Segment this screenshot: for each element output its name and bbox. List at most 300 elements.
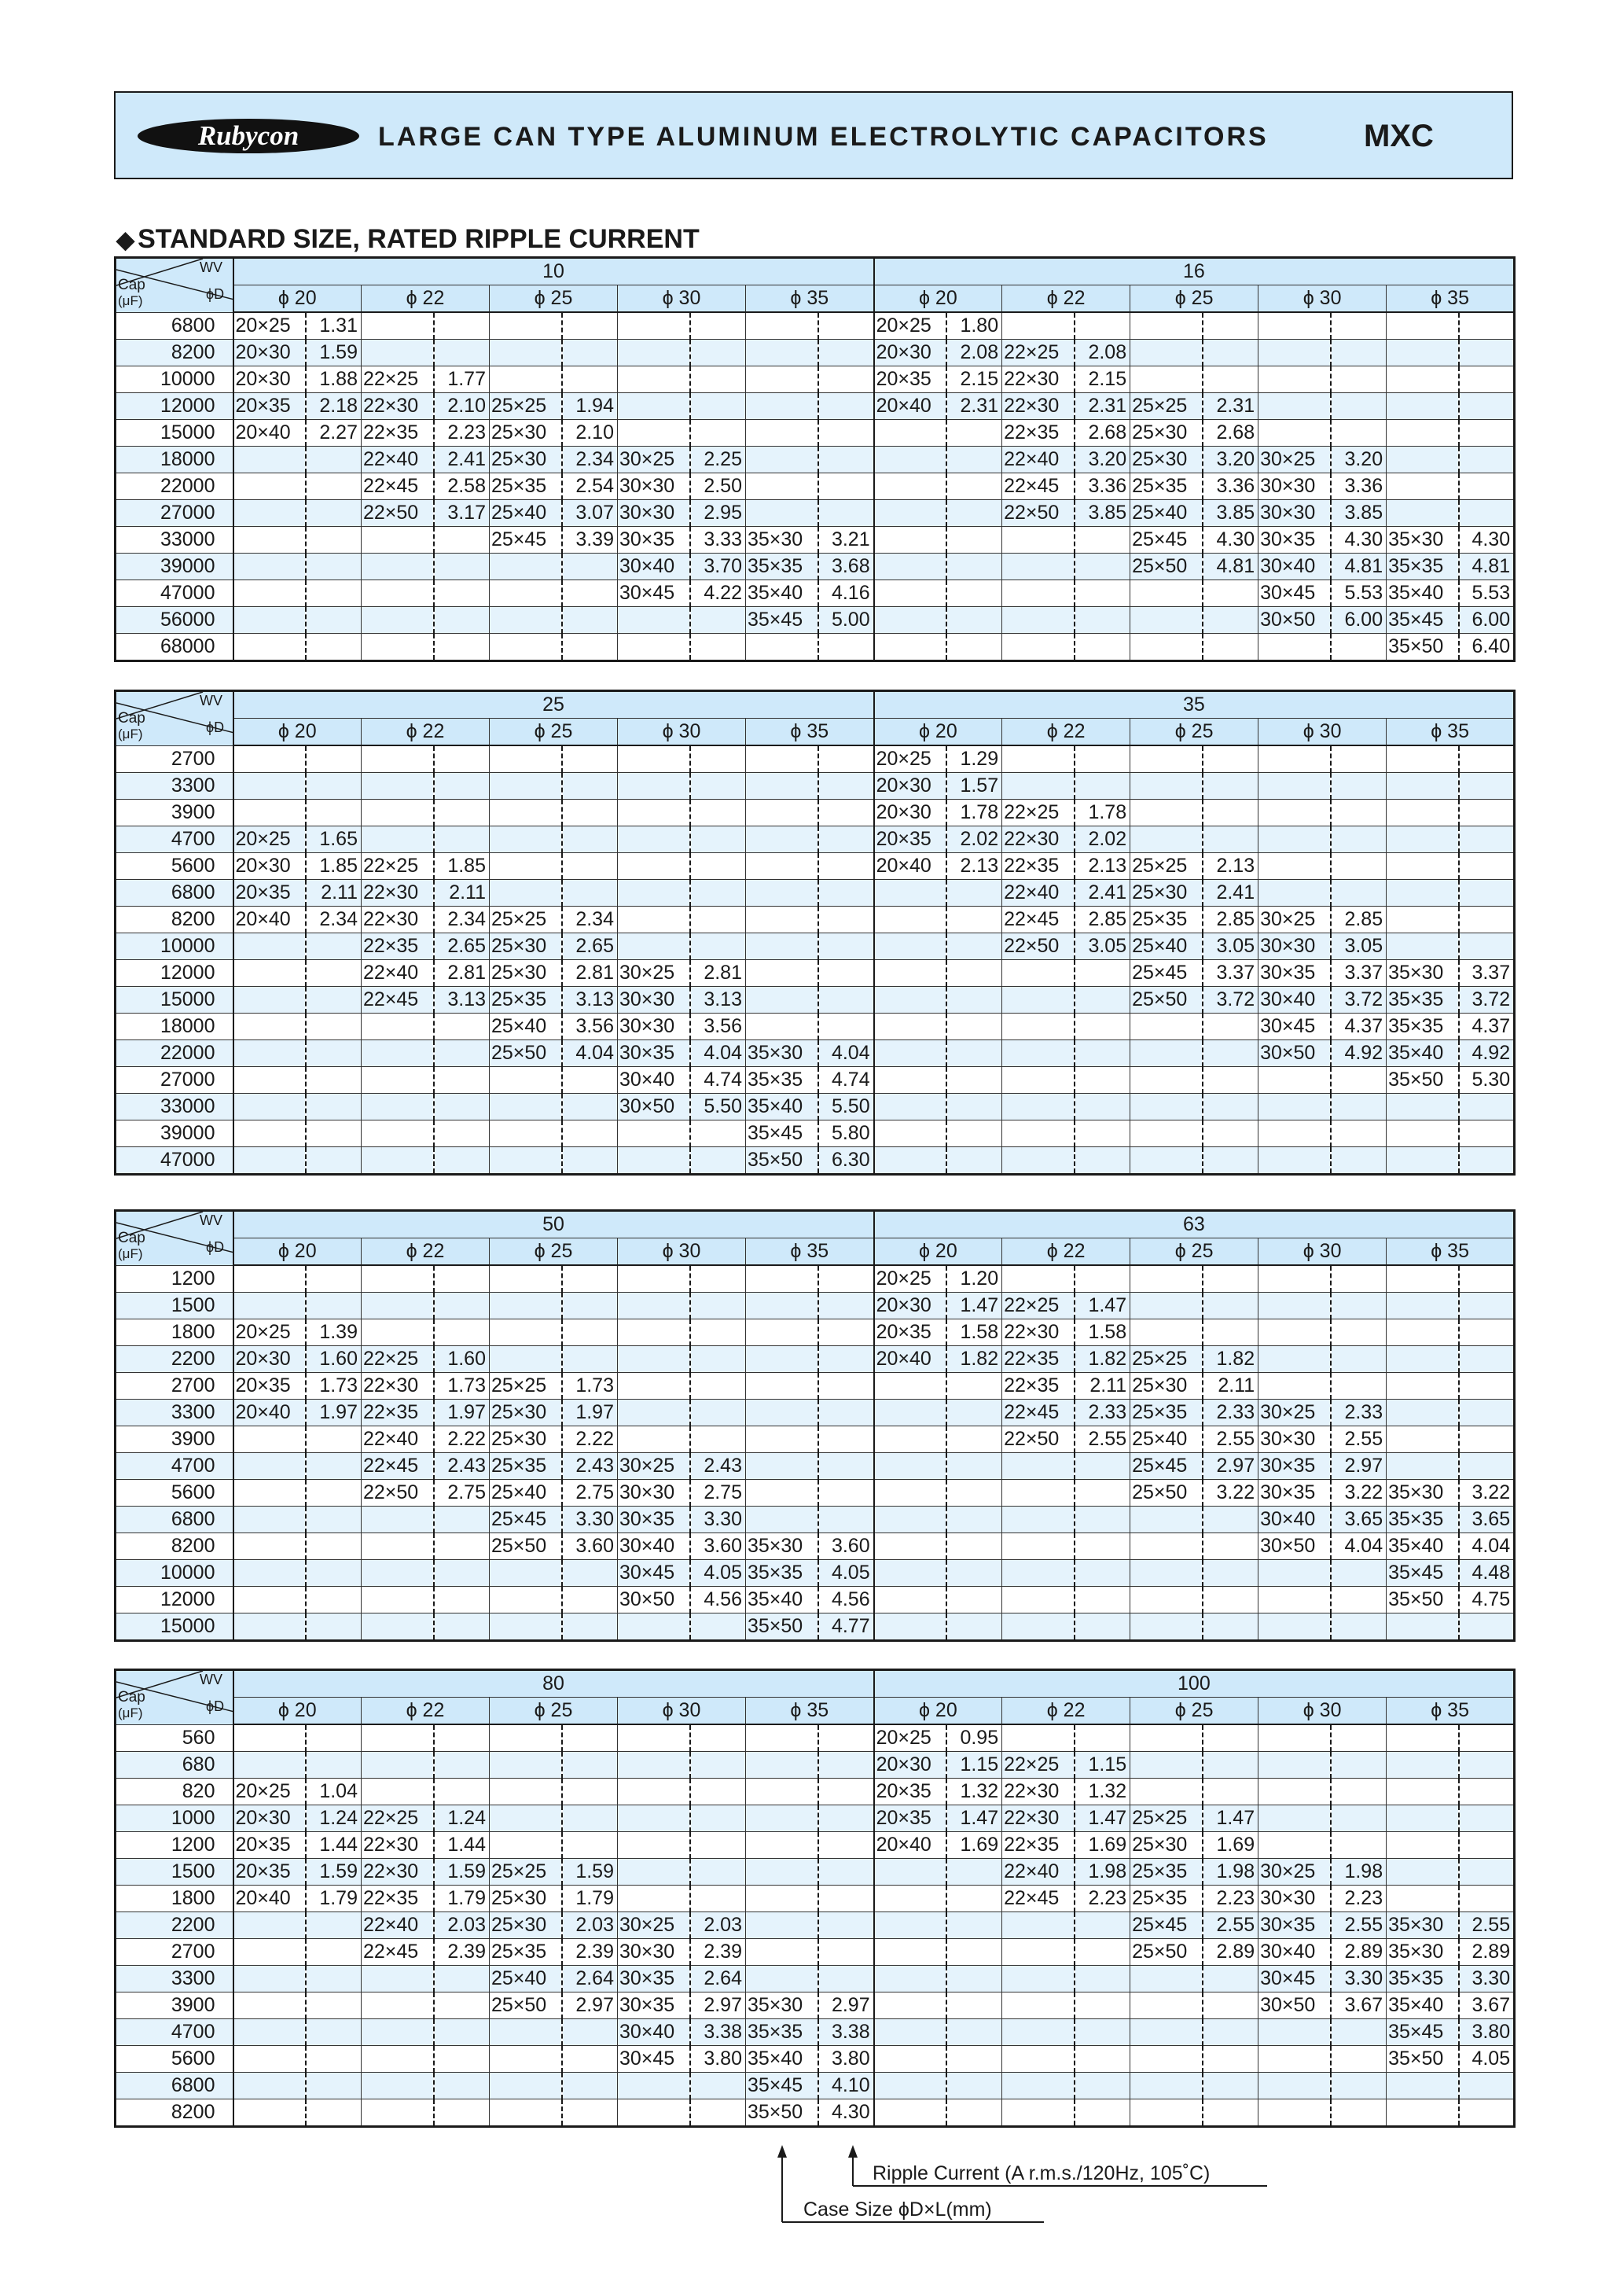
case-size: 30×25 (1258, 447, 1331, 473)
case-size: 35×40 (746, 1094, 818, 1120)
ripple-current: 1.73 (562, 1373, 618, 1400)
case-size: 22×30 (362, 880, 434, 907)
ripple-current: 4.37 (1331, 1014, 1387, 1040)
ripple-current: 2.23 (434, 420, 490, 447)
ripple-current: 2.11 (1075, 1373, 1130, 1400)
ripple-current: 1.79 (562, 1886, 618, 1912)
legend-case-size: Case Size ϕD×L(mm) (803, 2198, 992, 2221)
case-size: 22×25 (362, 853, 434, 880)
corner-cap-label: Cap (118, 1689, 145, 1705)
ripple-current: 4.92 (1331, 1040, 1387, 1067)
case-size: 35×45 (746, 1120, 818, 1147)
case-size: 22×35 (1002, 420, 1075, 447)
diameter-label: ϕ 25 (490, 285, 618, 313)
ripple-current: 2.64 (562, 1966, 618, 1992)
diameter-label: ϕ 35 (1387, 285, 1515, 313)
ripple-current: 1.69 (1203, 1832, 1258, 1859)
ripple-current: 1.32 (1075, 1779, 1130, 1805)
ripple-current: 3.13 (434, 987, 490, 1014)
ripple-current: 2.55 (1203, 1912, 1258, 1939)
case-size: 20×35 (233, 880, 306, 907)
ripple-current: 3.22 (1331, 1480, 1387, 1507)
case-size: 30×25 (618, 960, 690, 987)
ripple-current: 1.60 (306, 1346, 362, 1373)
case-size: 22×30 (1002, 826, 1075, 853)
case-size: 30×35 (1258, 1912, 1331, 1939)
case-size: 25×35 (1130, 1400, 1203, 1426)
case-size: 22×40 (362, 960, 434, 987)
case-size: 35×40 (1387, 1992, 1459, 2019)
case-size: 25×45 (1130, 1453, 1203, 1480)
diameter-label: ϕ 25 (490, 1698, 618, 1725)
capacitance-value: 8200 (116, 1533, 233, 1560)
case-size: 22×35 (362, 1886, 434, 1912)
case-size: 30×45 (1258, 1014, 1331, 1040)
case-size: 25×30 (1130, 420, 1203, 447)
ripple-current: 2.81 (562, 960, 618, 987)
ripple-current: 1.98 (1331, 1859, 1387, 1886)
ripple-current: 4.81 (1203, 554, 1258, 580)
case-size: 25×25 (1130, 853, 1203, 880)
capacitance-value: 18000 (116, 447, 233, 473)
ripple-current: 2.65 (562, 933, 618, 960)
ripple-current: 3.05 (1203, 933, 1258, 960)
ripple-current: 1.32 (946, 1779, 1002, 1805)
ripple-current: 3.30 (562, 1507, 618, 1533)
case-size: 30×30 (1258, 473, 1331, 500)
ripple-current: 3.70 (690, 554, 746, 580)
case-size: 20×25 (874, 1265, 946, 1293)
case-size: 35×40 (1387, 580, 1459, 607)
ripple-current: 1.59 (306, 340, 362, 366)
case-size: 30×25 (1258, 1859, 1331, 1886)
case-size: 35×35 (746, 1560, 818, 1587)
ripple-current: 2.23 (1331, 1886, 1387, 1912)
diameter-label: ϕ 35 (1387, 719, 1515, 746)
ripple-current: 1.82 (1203, 1346, 1258, 1373)
ripple-current: 4.04 (1459, 1533, 1515, 1560)
ripple-current: 1.69 (1075, 1832, 1130, 1859)
ripple-current: 2.08 (1075, 340, 1130, 366)
diameter-label: ϕ 22 (1002, 1238, 1130, 1266)
ripple-current: 1.98 (1203, 1859, 1258, 1886)
ripple-current: 3.05 (1331, 933, 1387, 960)
case-size: 25×50 (1130, 1939, 1203, 1966)
capacitance-value: 2200 (116, 1912, 233, 1939)
ripple-current: 4.04 (818, 1040, 874, 1067)
capacitance-value: 15000 (116, 987, 233, 1014)
ripple-current: 2.31 (1075, 393, 1130, 420)
case-size: 30×50 (1258, 1992, 1331, 2019)
capacitance-value: 68000 (116, 634, 233, 661)
case-size: 22×45 (362, 987, 434, 1014)
ripple-current: 4.37 (1459, 1014, 1515, 1040)
case-size: 20×35 (874, 1319, 946, 1346)
ripple-current: 2.55 (1075, 1426, 1130, 1453)
case-size: 22×35 (362, 420, 434, 447)
case-size: 30×45 (618, 1560, 690, 1587)
ripple-current: 4.22 (690, 580, 746, 607)
case-size: 30×45 (618, 580, 690, 607)
ripple-current: 2.13 (1075, 853, 1130, 880)
capacitance-value: 1800 (116, 1319, 233, 1346)
capacitance-value: 3900 (116, 800, 233, 826)
case-size: 35×35 (1387, 987, 1459, 1014)
ripple-current: 2.75 (562, 1480, 618, 1507)
ripple-current: 2.41 (1075, 880, 1130, 907)
ripple-current: 4.16 (818, 580, 874, 607)
ripple-current: 3.30 (1331, 1966, 1387, 1992)
case-size: 25×40 (490, 1966, 562, 1992)
case-size: 30×35 (1258, 1453, 1331, 1480)
case-size: 20×40 (233, 1886, 306, 1912)
diameter-label: ϕ 25 (1130, 719, 1258, 746)
capacitance-value: 6800 (116, 1507, 233, 1533)
case-size: 22×30 (1002, 1779, 1075, 1805)
ripple-current: 5.53 (1459, 580, 1515, 607)
ripple-current: 2.75 (434, 1480, 490, 1507)
diameter-label: ϕ 20 (874, 285, 1002, 313)
ripple-current: 2.55 (1331, 1912, 1387, 1939)
capacitance-value: 39000 (116, 554, 233, 580)
ripple-current: 1.59 (306, 1859, 362, 1886)
ripple-current: 2.02 (1075, 826, 1130, 853)
capacitance-value: 8200 (116, 2099, 233, 2127)
capacitance-value: 1200 (116, 1265, 233, 1293)
capacitance-value: 3300 (116, 1400, 233, 1426)
ripple-current: 1.58 (946, 1319, 1002, 1346)
ripple-current: 2.97 (1203, 1453, 1258, 1480)
ripple-current: 3.13 (690, 987, 746, 1014)
case-size: 25×50 (1130, 554, 1203, 580)
ripple-current: 4.30 (1459, 527, 1515, 554)
ripple-current: 4.30 (1203, 527, 1258, 554)
diameter-label: ϕ 20 (233, 1698, 362, 1725)
case-size: 35×50 (746, 1147, 818, 1175)
ripple-current: 4.74 (818, 1067, 874, 1094)
ripple-current: 3.67 (1459, 1992, 1515, 2019)
case-size: 35×50 (1387, 634, 1459, 661)
ripple-current: 3.37 (1203, 960, 1258, 987)
case-size: 35×40 (746, 2046, 818, 2073)
ripple-current: 1.97 (434, 1400, 490, 1426)
case-size: 35×50 (746, 2099, 818, 2127)
ripple-current: 1.78 (1075, 800, 1130, 826)
case-size: 22×25 (362, 1346, 434, 1373)
case-size: 22×30 (362, 907, 434, 933)
ripple-current: 2.10 (562, 420, 618, 447)
ripple-current: 3.85 (1075, 500, 1130, 527)
case-size: 22×45 (1002, 473, 1075, 500)
case-size: 20×40 (874, 393, 946, 420)
capacitance-value: 5600 (116, 1480, 233, 1507)
ripple-current: 1.15 (946, 1752, 1002, 1779)
ripple-current: 2.31 (1203, 393, 1258, 420)
case-size: 20×40 (874, 1832, 946, 1859)
capacitance-value: 4700 (116, 2019, 233, 2046)
diameter-label: ϕ 30 (1258, 285, 1387, 313)
corner-wv-label: WV (200, 259, 222, 275)
capacitance-value: 2200 (116, 1346, 233, 1373)
case-size: 30×35 (1258, 527, 1331, 554)
diameter-label: ϕ 30 (1258, 1238, 1387, 1266)
ripple-current: 1.79 (306, 1886, 362, 1912)
ripple-current: 2.68 (1075, 420, 1130, 447)
ripple-current: 2.75 (690, 1480, 746, 1507)
diameter-label: ϕ 22 (1002, 285, 1130, 313)
case-size: 30×40 (1258, 554, 1331, 580)
ripple-current: 1.79 (434, 1886, 490, 1912)
corner-cap-label: Cap (118, 277, 145, 293)
case-size: 25×30 (1130, 1373, 1203, 1400)
ripple-current: 3.38 (690, 2019, 746, 2046)
ripple-current: 2.13 (946, 853, 1002, 880)
ripple-current: 3.80 (1459, 2019, 1515, 2046)
ripple-current: 5.30 (1459, 1067, 1515, 1094)
diameter-label: ϕ 20 (233, 1238, 362, 1266)
ripple-current: 3.13 (562, 987, 618, 1014)
case-size: 30×30 (1258, 1426, 1331, 1453)
case-size: 20×35 (874, 1805, 946, 1832)
ripple-current: 1.78 (946, 800, 1002, 826)
ripple-current: 2.85 (1331, 907, 1387, 933)
diameter-label: ϕ 22 (362, 1698, 490, 1725)
case-size: 30×30 (1258, 933, 1331, 960)
case-size: 20×30 (874, 773, 946, 800)
ripple-current: 2.34 (306, 907, 362, 933)
capacitance-value: 1000 (116, 1805, 233, 1832)
ripple-current: 3.21 (818, 527, 874, 554)
ripple-current: 2.54 (562, 473, 618, 500)
ripple-current: 2.81 (434, 960, 490, 987)
case-size: 22×45 (1002, 1400, 1075, 1426)
case-size: 35×50 (1387, 1067, 1459, 1094)
diameter-label: ϕ 22 (362, 719, 490, 746)
case-size: 25×35 (490, 1939, 562, 1966)
case-size: 20×30 (233, 340, 306, 366)
case-size: 35×30 (746, 1040, 818, 1067)
ripple-current: 2.89 (1331, 1939, 1387, 1966)
ripple-current: 1.47 (946, 1805, 1002, 1832)
ripple-current: 3.85 (1203, 500, 1258, 527)
ripple-current: 2.02 (946, 826, 1002, 853)
case-size: 25×40 (490, 500, 562, 527)
ripple-current: 2.13 (1203, 853, 1258, 880)
case-size: 20×25 (233, 312, 306, 340)
ripple-current: 2.18 (306, 393, 362, 420)
capacitance-value: 5600 (116, 853, 233, 880)
case-size: 22×50 (362, 1480, 434, 1507)
case-size: 22×25 (1002, 1752, 1075, 1779)
case-size: 20×40 (874, 853, 946, 880)
ripple-current: 2.33 (1331, 1400, 1387, 1426)
case-size: 25×45 (1130, 1912, 1203, 1939)
case-size: 25×50 (490, 1040, 562, 1067)
case-size: 35×45 (746, 2073, 818, 2099)
ripple-current: 2.95 (690, 500, 746, 527)
case-size: 25×50 (490, 1992, 562, 2019)
corner-diameter-label: ϕD (206, 286, 225, 302)
ripple-current: 1.29 (946, 745, 1002, 773)
case-size: 30×30 (1258, 1886, 1331, 1912)
ripple-current: 6.00 (1331, 607, 1387, 634)
case-size: 30×30 (618, 1939, 690, 1966)
case-size: 20×35 (874, 366, 946, 393)
case-size: 30×25 (1258, 907, 1331, 933)
capacitance-value: 560 (116, 1724, 233, 1752)
ripple-current: 2.58 (434, 473, 490, 500)
capacitance-value: 10000 (116, 366, 233, 393)
ripple-current: 1.73 (306, 1373, 362, 1400)
diameter-label: ϕ 35 (746, 1238, 874, 1266)
ripple-current: 5.53 (1331, 580, 1387, 607)
capacitance-value: 6800 (116, 880, 233, 907)
ripple-current: 1.04 (306, 1779, 362, 1805)
ripple-current: 1.59 (434, 1859, 490, 1886)
case-size: 22×40 (362, 1912, 434, 1939)
case-size: 30×40 (618, 1067, 690, 1094)
case-size: 25×50 (490, 1533, 562, 1560)
ripple-current: 2.43 (562, 1453, 618, 1480)
ripple-current: 2.25 (690, 447, 746, 473)
case-size: 22×25 (1002, 800, 1075, 826)
ripple-current: 3.36 (1075, 473, 1130, 500)
capacitance-value: 10000 (116, 933, 233, 960)
capacitance-value: 47000 (116, 580, 233, 607)
ripple-current: 2.23 (1203, 1886, 1258, 1912)
ripple-current: 3.67 (1331, 1992, 1387, 2019)
case-size: 35×40 (1387, 1533, 1459, 1560)
voltage-35v: 35 (874, 691, 1515, 719)
case-size: 20×25 (874, 312, 946, 340)
ripple-current: 3.20 (1203, 447, 1258, 473)
capacitance-value: 4700 (116, 826, 233, 853)
case-size: 20×30 (874, 800, 946, 826)
corner-cap-label: Cap (118, 1230, 145, 1246)
capacitance-value: 2700 (116, 1939, 233, 1966)
capacitance-value: 5600 (116, 2046, 233, 2073)
ripple-current: 2.97 (818, 1992, 874, 2019)
ripple-current: 6.30 (818, 1147, 874, 1175)
case-size: 25×35 (1130, 473, 1203, 500)
ripple-current: 2.39 (690, 1939, 746, 1966)
ripple-current: 2.33 (1075, 1400, 1130, 1426)
case-size: 35×35 (1387, 1014, 1459, 1040)
capacitance-value: 6800 (116, 2073, 233, 2099)
case-size: 30×50 (618, 1094, 690, 1120)
case-size: 22×40 (362, 447, 434, 473)
corner-cap-label: Cap (118, 710, 145, 727)
case-size: 25×25 (490, 907, 562, 933)
ripple-current: 2.03 (690, 1912, 746, 1939)
case-size: 22×45 (1002, 907, 1075, 933)
case-size: 22×30 (1002, 393, 1075, 420)
case-size: 20×25 (233, 826, 306, 853)
corner-diameter-label: ϕD (206, 1239, 225, 1255)
ripple-current: 3.80 (690, 2046, 746, 2073)
diameter-label: ϕ 22 (1002, 719, 1130, 746)
case-size: 25×45 (1130, 527, 1203, 554)
ripple-current: 3.22 (1203, 1480, 1258, 1507)
case-size: 35×40 (1387, 1040, 1459, 1067)
ripple-current: 2.39 (562, 1939, 618, 1966)
ripple-current: 2.10 (434, 393, 490, 420)
case-size: 25×30 (490, 1886, 562, 1912)
case-size: 22×30 (362, 393, 434, 420)
case-size: 22×50 (1002, 933, 1075, 960)
diameter-label: ϕ 30 (1258, 719, 1387, 746)
ripple-current: 3.20 (1075, 447, 1130, 473)
case-size: 22×30 (362, 1373, 434, 1400)
diameter-label: ϕ 22 (362, 1238, 490, 1266)
case-size: 35×35 (1387, 554, 1459, 580)
case-size: 25×30 (490, 447, 562, 473)
ripple-current: 2.68 (1203, 420, 1258, 447)
ripple-current: 2.31 (946, 393, 1002, 420)
capacitance-value: 3900 (116, 1426, 233, 1453)
ripple-current: 6.40 (1459, 634, 1515, 661)
ripple-current: 1.82 (946, 1346, 1002, 1373)
case-size: 25×30 (1130, 447, 1203, 473)
ripple-current: 1.44 (434, 1832, 490, 1859)
ripple-current: 1.98 (1075, 1859, 1130, 1886)
case-size: 20×35 (874, 826, 946, 853)
case-size: 22×40 (362, 1426, 434, 1453)
case-size: 22×35 (1002, 853, 1075, 880)
voltage-25v: 25 (233, 691, 874, 719)
case-size: 35×30 (746, 1992, 818, 2019)
diameter-label: ϕ 35 (746, 285, 874, 313)
case-size: 30×35 (618, 1992, 690, 2019)
capacitance-value: 4700 (116, 1453, 233, 1480)
ripple-current: 2.89 (1203, 1939, 1258, 1966)
case-size: 20×40 (874, 1346, 946, 1373)
case-size: 22×30 (1002, 366, 1075, 393)
case-size: 25×25 (1130, 1805, 1203, 1832)
ripple-current: 2.11 (434, 880, 490, 907)
ripple-current: 1.77 (434, 366, 490, 393)
ripple-current: 4.48 (1459, 1560, 1515, 1587)
ripple-current: 4.92 (1459, 1040, 1515, 1067)
capacitance-value: 27000 (116, 500, 233, 527)
case-size: 25×40 (1130, 1426, 1203, 1453)
ripple-current: 1.94 (562, 393, 618, 420)
case-size: 35×45 (746, 607, 818, 634)
diameter-label: ϕ 25 (1130, 285, 1258, 313)
case-size: 20×35 (233, 1373, 306, 1400)
case-size: 35×50 (746, 1613, 818, 1641)
case-size: 25×30 (490, 1426, 562, 1453)
case-size: 22×25 (1002, 340, 1075, 366)
case-size: 22×35 (1002, 1373, 1075, 1400)
capacitance-value: 680 (116, 1752, 233, 1779)
voltage-100v: 100 (874, 1670, 1515, 1698)
case-size: 22×30 (1002, 1805, 1075, 1832)
ripple-current: 2.55 (1331, 1426, 1387, 1453)
capacitance-value: 22000 (116, 1040, 233, 1067)
case-size: 22×35 (362, 1400, 434, 1426)
case-size: 35×45 (1387, 607, 1459, 634)
ripple-current: 2.97 (562, 1992, 618, 2019)
ripple-current: 2.41 (1203, 880, 1258, 907)
ripple-current: 1.73 (434, 1373, 490, 1400)
ripple-current: 2.41 (434, 447, 490, 473)
ripple-current: 1.47 (946, 1293, 1002, 1319)
ripple-current: 4.56 (690, 1587, 746, 1613)
capacitance-value: 12000 (116, 960, 233, 987)
capacitance-value: 1500 (116, 1293, 233, 1319)
series-code: MXC (1364, 119, 1434, 153)
